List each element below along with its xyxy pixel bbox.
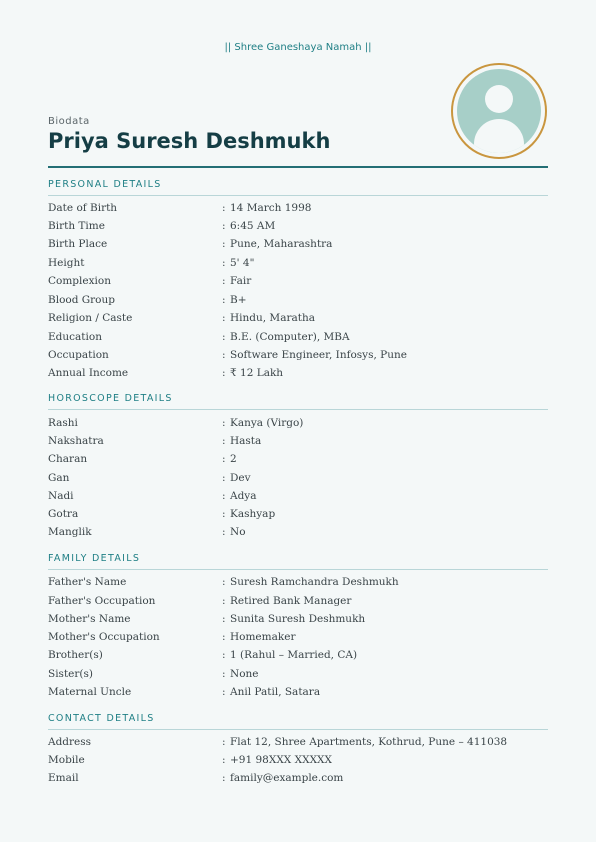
detail-separator: :: [222, 238, 226, 250]
detail-value: Software Engineer, Infosys, Pune: [230, 349, 407, 361]
detail-label: Sister(s): [48, 668, 93, 680]
detail-value: 2: [230, 453, 237, 465]
detail-row: [48, 235, 548, 253]
detail-row: [48, 592, 548, 610]
detail-label: Mother's Name: [48, 613, 131, 625]
document-label: Biodata: [48, 116, 90, 127]
detail-row: [48, 769, 548, 787]
detail-value: 1 (Rahul – Married, CA): [230, 649, 358, 661]
detail-label: Religion / Caste: [48, 312, 133, 324]
section-divider: [48, 195, 548, 196]
detail-label: Birth Place: [48, 238, 108, 250]
detail-separator: :: [222, 686, 226, 698]
detail-separator: :: [222, 435, 226, 447]
detail-value: 5' 4": [230, 257, 255, 269]
detail-separator: :: [222, 668, 226, 680]
detail-label: Complexion: [48, 275, 111, 287]
title-divider: [48, 166, 548, 168]
section-divider: [48, 569, 548, 570]
detail-value: 14 March 1998: [230, 202, 312, 214]
detail-separator: :: [222, 257, 226, 269]
detail-label: Date of Birth: [48, 202, 118, 214]
detail-label: Birth Time: [48, 220, 105, 232]
detail-label: Rashi: [48, 417, 78, 429]
detail-label: Height: [48, 257, 85, 269]
detail-row: [48, 346, 548, 364]
detail-value: Sunita Suresh Deshmukh: [230, 613, 366, 625]
detail-label: Annual Income: [48, 367, 129, 379]
detail-label: Nakshatra: [48, 435, 104, 447]
detail-label: Father's Occupation: [48, 595, 156, 607]
detail-row: [48, 751, 548, 769]
detail-label: Education: [48, 331, 102, 343]
detail-separator: :: [222, 595, 226, 607]
detail-row: [48, 505, 548, 523]
detail-label: Father's Name: [48, 576, 127, 588]
detail-row: [48, 291, 548, 309]
detail-row: [48, 328, 548, 346]
detail-separator: :: [222, 331, 226, 343]
detail-row: [48, 469, 548, 487]
detail-label: Maternal Uncle: [48, 686, 132, 698]
detail-value: Hindu, Maratha: [230, 312, 315, 324]
detail-separator: :: [222, 508, 226, 520]
detail-value: None: [230, 668, 259, 680]
detail-value: B+: [230, 294, 247, 306]
detail-label: Brother(s): [48, 649, 103, 661]
detail-label: Address: [48, 736, 92, 748]
detail-value: +91 98XXX XXXXX: [230, 754, 332, 766]
detail-separator: :: [222, 349, 226, 361]
invocation-text: || Shree Ganeshaya Namah ||: [224, 42, 372, 53]
avatar-placeholder-icon: [457, 69, 541, 153]
detail-separator: :: [222, 294, 226, 306]
detail-row: [48, 610, 548, 628]
detail-separator: :: [222, 649, 226, 661]
profile-photo: [451, 63, 547, 159]
detail-label: Blood Group: [48, 294, 115, 306]
detail-row: [48, 432, 548, 450]
detail-row: [48, 254, 548, 272]
detail-value: ₹ 12 Lakh: [230, 367, 284, 379]
detail-value: Homemaker: [230, 631, 296, 643]
detail-row: [48, 309, 548, 327]
detail-value: Anil Patil, Satara: [230, 686, 321, 698]
detail-label: Mother's Occupation: [48, 631, 160, 643]
detail-separator: :: [222, 526, 226, 538]
section-title-family: FAMILY DETAILS: [48, 553, 141, 564]
detail-row: [48, 414, 548, 432]
section-title-horoscope: HOROSCOPE DETAILS: [48, 393, 173, 404]
detail-separator: :: [222, 220, 226, 232]
detail-value: Adya: [230, 490, 257, 502]
detail-value: Pune, Maharashtra: [230, 238, 333, 250]
detail-value: family@example.com: [230, 772, 344, 784]
detail-label: Charan: [48, 453, 88, 465]
detail-separator: :: [222, 417, 226, 429]
detail-row: [48, 450, 548, 468]
detail-row: [48, 683, 548, 701]
section-title-personal: PERSONAL DETAILS: [48, 179, 162, 190]
detail-value: Retired Bank Manager: [230, 595, 352, 607]
detail-row: [48, 523, 548, 541]
detail-row: [48, 272, 548, 290]
detail-separator: :: [222, 453, 226, 465]
detail-label: Gotra: [48, 508, 79, 520]
detail-separator: :: [222, 367, 226, 379]
detail-value: Hasta: [230, 435, 262, 447]
detail-row: [48, 364, 548, 382]
detail-separator: :: [222, 576, 226, 588]
detail-label: Occupation: [48, 349, 109, 361]
detail-label: Mobile: [48, 754, 85, 766]
detail-label: Email: [48, 772, 79, 784]
detail-separator: :: [222, 472, 226, 484]
detail-row: [48, 733, 548, 751]
detail-value: Flat 12, Shree Apartments, Kothrud, Pune – 411038: [230, 736, 508, 748]
detail-label: Manglik: [48, 526, 92, 538]
detail-separator: :: [222, 202, 226, 214]
detail-row: [48, 646, 548, 664]
detail-separator: :: [222, 631, 226, 643]
section-title-contact: CONTACT DETAILS: [48, 713, 155, 724]
section-divider: [48, 729, 548, 730]
detail-separator: :: [222, 772, 226, 784]
detail-value: B.E. (Computer), MBA: [230, 331, 350, 343]
detail-separator: :: [222, 275, 226, 287]
detail-value: Kashyap: [230, 508, 276, 520]
detail-separator: :: [222, 736, 226, 748]
detail-row: [48, 628, 548, 646]
candidate-name: Priya Suresh Deshmukh: [48, 129, 331, 153]
detail-value: 6:45 AM: [230, 220, 276, 232]
detail-separator: :: [222, 613, 226, 625]
detail-row: [48, 487, 548, 505]
detail-separator: :: [222, 312, 226, 324]
detail-value: Kanya (Virgo): [230, 417, 304, 429]
detail-label: Gan: [48, 472, 70, 484]
detail-value: Fair: [230, 275, 252, 287]
detail-value: Dev: [230, 472, 251, 484]
detail-separator: :: [222, 490, 226, 502]
section-divider: [48, 409, 548, 410]
detail-label: Nadi: [48, 490, 74, 502]
detail-row: [48, 217, 548, 235]
detail-value: Suresh Ramchandra Deshmukh: [230, 576, 399, 588]
detail-separator: :: [222, 754, 226, 766]
detail-row: [48, 665, 548, 683]
detail-row: [48, 199, 548, 217]
detail-value: No: [230, 526, 246, 538]
detail-row: [48, 573, 548, 591]
